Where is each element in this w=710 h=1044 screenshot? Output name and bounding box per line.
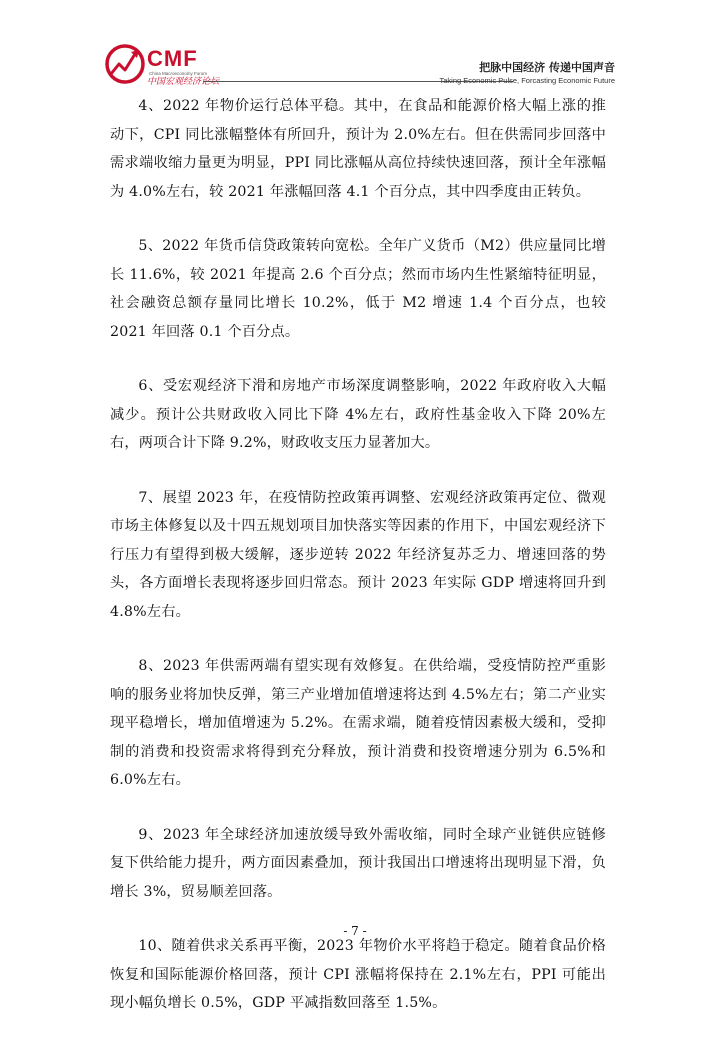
logo-subtitle-cn: 中国宏观经济论坛 [147, 77, 220, 87]
cmf-logo-icon [105, 44, 145, 84]
paragraph-8: 8、2023 年供需两端有望实现有效修复。在供给端，受疫情防控严重影响的服务业将加快反弹，第三产业增加值增速将达到 4.5%左右；第二产业实现平稳增长，增加值增速为 5.2%。在需求端，随着疫情因素极大缓和，受抑制的消费和投资需求将得到充分释放，预计消费和投资增速分别为 6.5%和 6.0%左右。 [110, 658, 606, 788]
page-header [105, 44, 615, 94]
paragraph-7: 7、展望 2023 年，在疫情防控政策再调整、宏观经济政策再定位、微观市场主体修复以及十四五规划项目加快落实等因素的作用下，中国宏观经济下行压力有望得到极大缓解，逐步逆转 2022 年经济复苏乏力、增速回落的势头，各方面增长表现将逐步回归常态。预计 2023 年实际 GDP 增速将回升到 4.8%左右。 [110, 489, 606, 620]
paragraph-10: 10、随着供求关系再平衡，2023 年物价水平将趋于稳定。随着食品价格恢复和国际能源价格回落，预计 CPI 涨幅将保持在 2.1%左右，PPI 可能出现小幅负增长 0.5%，GDP 平减指数回落至 1.5%。 [110, 938, 606, 1011]
logo-subtitle-en: China Macroeconomy Forum [149, 71, 208, 76]
paragraph-4: 4、2022 年物价运行总体平稳。其中，在食品和能源价格大幅上涨的推动下，CPI 同比涨幅整体有所回升，预计为 2.0%左右。但在供需同步回落中需求端收缩力量更为明显，PPI 同比涨幅从高位持续快速回落，预计全年涨幅为 4.0%左右，较 2021 年涨幅回落 4.1 个百分点，其中四季度由正转负。 [110, 98, 606, 200]
page-number: - 7 - [343, 924, 367, 938]
header-slogan-cn: 把脉中国经济 传递中国声音 [479, 61, 615, 74]
logo-title: CMF [147, 46, 198, 71]
paragraph-5: 5、2022 年货币信贷政策转向宽松。全年广义货币（M2）供应量同比增长 11.6%，较 2021 年提高 2.6 个百分点；然而市场内生性紧缩特征明显，社会融资总额存量同比增长 10.2%，低于 M2 增速 1.4 个百分点，也较 2021 年回落 0.1 个百分点。 [110, 238, 606, 340]
document-body [110, 92, 606, 1044]
paragraph-6: 6、受宏观经济下滑和房地产市场深度调整影响，2022 年政府收入大幅减少。预计公共财政收入同比下降 4%左右，政府性基金收入下降 20%左右，两项合计下降 9.2%，财政收支压力显著加大。 [110, 378, 606, 451]
paragraph-9: 9、2023 年全球经济加速放缓导致外需收缩，同时全球产业链供应链修复下供给能力提升，两方面因素叠加，预计我国出口增速将出现明显下滑，负增长 3%，贸易顺差回落。 [110, 826, 606, 900]
header-slogan-en: Taking Economic Pulse, Forcasting Economic Future [439, 76, 615, 85]
